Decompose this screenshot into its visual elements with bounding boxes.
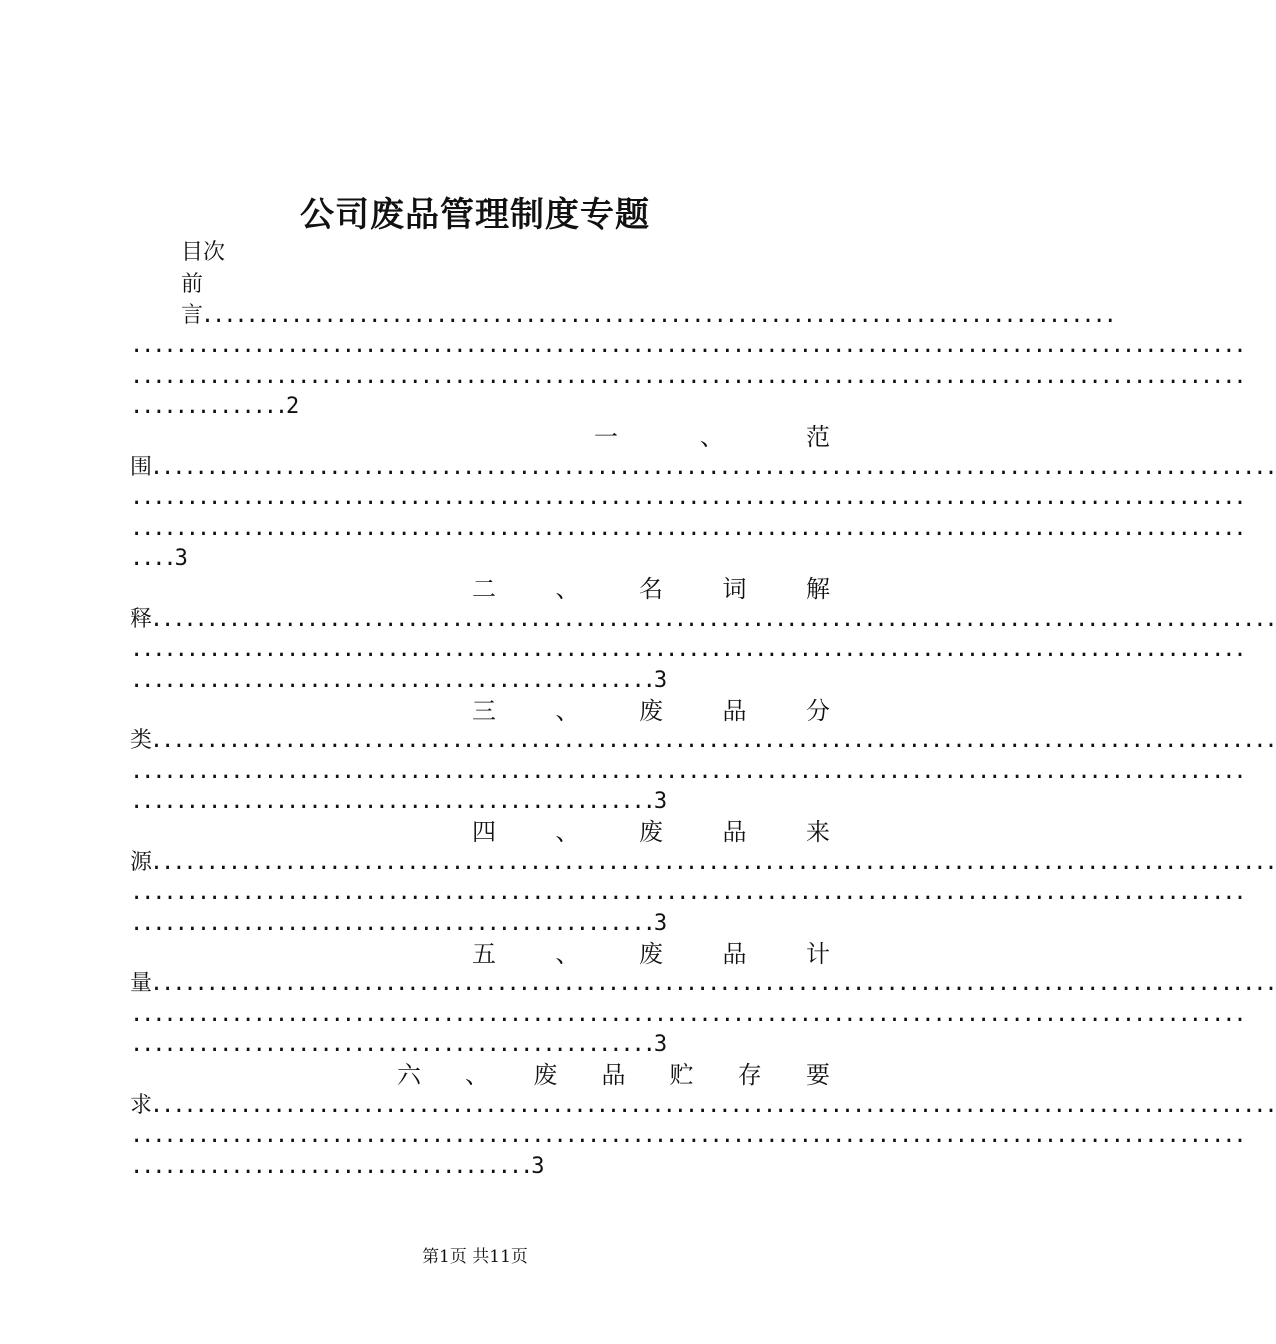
toc-label-char: 废	[639, 818, 663, 846]
toc-label-char: 计	[806, 940, 830, 968]
toc-label-char: 二	[472, 575, 496, 603]
toc-entry-label	[594, 422, 830, 452]
toc-label-char: 废	[639, 940, 663, 968]
toc-label-char: 四	[472, 818, 496, 846]
toc-entry-label	[472, 696, 830, 726]
toc-heading: 目次	[181, 240, 226, 265]
toc-label-char: 贮	[669, 1061, 694, 1089]
toc-label-char: 要	[805, 1061, 830, 1089]
toc-line: ...............................................3	[130, 1032, 665, 1057]
toc-line: ....................................3	[130, 1154, 543, 1179]
toc-line: ....................................................................................................	[130, 516, 1245, 541]
toc-label-char: 三	[472, 697, 496, 725]
toc-line: ....................................................................................................	[130, 1002, 1245, 1027]
toc-preface-label: 前	[181, 272, 204, 297]
toc-label-char: 词	[722, 575, 747, 603]
toc-line: ....3	[130, 546, 186, 571]
toc-line: 量.....................................................................................................	[130, 971, 1276, 996]
toc-label-char: 品	[722, 818, 747, 846]
toc-label-char: 分	[806, 697, 830, 725]
toc-line: ....................................................................................................	[130, 364, 1245, 389]
toc-label-char: 、	[555, 697, 580, 725]
toc-label-char: 废	[639, 697, 663, 725]
toc-label-char: 存	[737, 1061, 762, 1089]
toc-label-char: 范	[806, 423, 830, 451]
toc-label-char: 、	[555, 575, 580, 603]
toc-line: ...............................................3	[130, 668, 665, 693]
page-footer: 第1页 共11页	[422, 1247, 528, 1267]
toc-line: 求.....................................................................................................	[130, 1093, 1276, 1118]
toc-line: ....................................................................................................	[130, 759, 1245, 784]
toc-entry-label	[397, 1060, 830, 1090]
toc-line: 围.....................................................................................................	[130, 455, 1276, 480]
toc-label-char: 来	[806, 818, 830, 846]
toc-line: ....................................................................................................	[130, 485, 1245, 510]
toc-line: ....................................................................................................	[130, 880, 1245, 905]
toc-label-char: 废	[533, 1061, 558, 1089]
toc-line: 类.....................................................................................................	[130, 728, 1276, 753]
toc-line: 源.....................................................................................................	[130, 850, 1276, 875]
toc-line: ....................................................................................................	[130, 333, 1245, 358]
toc-line: ...............................................3	[130, 911, 665, 936]
toc-line: ..............2	[130, 394, 298, 419]
toc-label-char: 品	[722, 940, 747, 968]
toc-label-char: 名	[639, 575, 663, 603]
toc-label-char: 一	[594, 423, 618, 451]
toc-entry-label	[472, 939, 830, 969]
toc-label-char: 、	[555, 940, 580, 968]
toc-entry-label	[472, 817, 830, 847]
toc-label-char: 六	[397, 1061, 421, 1089]
toc-label-char: 、	[465, 1061, 490, 1089]
toc-line: 释.....................................................................................................	[130, 607, 1276, 632]
toc-line: ....................................................................................................	[130, 1123, 1245, 1148]
toc-label-char: 、	[555, 818, 580, 846]
document-title: 公司废品管理制度专题	[300, 195, 650, 235]
toc-label-char: 解	[806, 575, 830, 603]
toc-label-char: 五	[472, 940, 496, 968]
toc-line: ...............................................3	[130, 789, 665, 814]
toc-entry-label	[472, 574, 830, 604]
toc-line: ....................................................................................................	[130, 637, 1245, 662]
toc-line: 言..................................................................................	[181, 303, 1115, 328]
toc-label-char: 品	[601, 1061, 626, 1089]
toc-label-char: 品	[722, 697, 747, 725]
toc-label-char: 、	[700, 423, 724, 451]
